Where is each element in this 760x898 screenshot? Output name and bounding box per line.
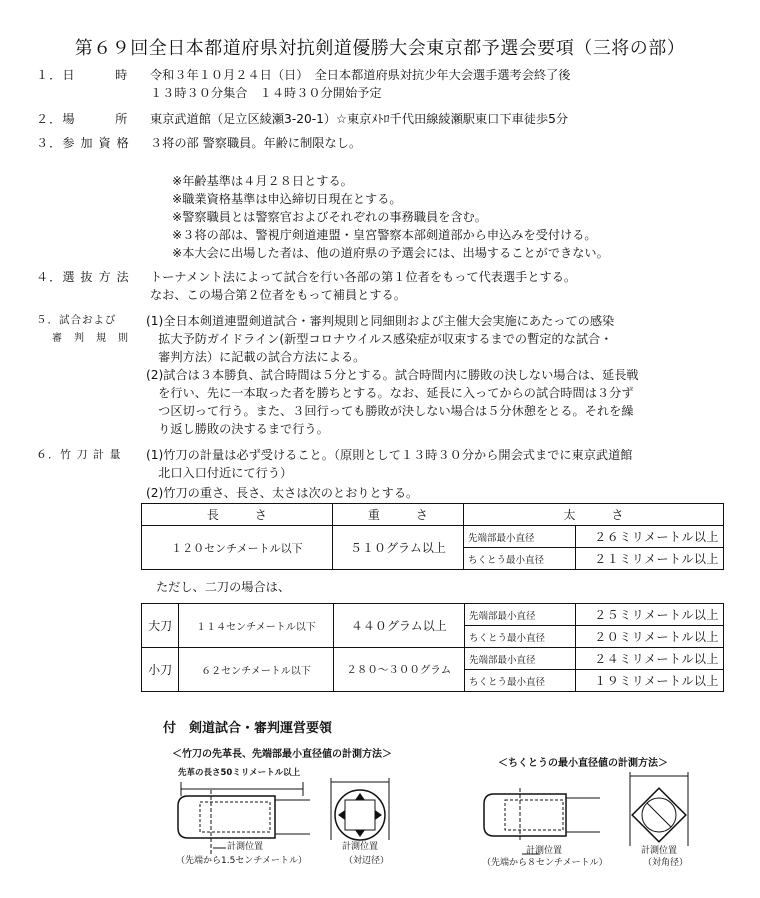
section-3-note: ※警察職員とは警察官およびそれぞれの事務職員を含む。 [172,210,487,224]
table-cell-length: １２０センチメートル以下 [142,526,333,570]
section-5-item-2-line: (2)試合は３本勝負、試合時間は５分とする。試合時間内に勝敗の決しない場合は、延長戦 [146,368,639,382]
table-cell-length: １１４センチメートル以下 [179,604,333,648]
shinai-spec-table [141,503,724,570]
section-3-note: ※３将の部は、警視庁剣道連盟・皇宮警察本部剣道部から申込みを受付ける。 [172,228,597,242]
right-caption-position: 計測位置 [526,846,563,856]
section-5-item-2-line: を行い、先に一本取った者を勝ちとする。なお、延長に入ってからの試合時間は３分ず [146,386,634,400]
section-4-line-1: トーナメント法によって試合を行い各部の第１位者をもって代表選手とする。 [150,270,577,284]
section-5-item-1-line: 拡大予防ガイドライン(新型コロナウイルス感染症が収束するまでの暫定的な試合・ [146,332,613,346]
table-cell-sword-name: 小刀 [142,648,179,692]
table-cell-weight: ５１０グラム以上 [332,526,463,570]
section-6-label: ６．竹 刀 計 量 [36,448,122,461]
chikuto-side-view [484,788,600,854]
section-4-label: ４．選 抜 方 法 [36,270,130,284]
left-section-caption-position: 計測位置 [342,842,379,852]
left-section-caption-detail: （対辺径） [344,856,390,866]
table-cell-diameter-label: ちくとう最小直径 [464,548,576,570]
chikuto-cross-section-diagonal [630,772,688,846]
left-caption-detail: （先端から1.5センチメートル） [176,856,307,866]
table-header-thickness: 太 さ [464,504,724,526]
table-cell-length: ６２センチメートル以下 [179,648,333,692]
left-diagram-note: 先革の長さ50ミリメートル以上 [178,768,301,778]
section-5-item-1-line: 審判方法）に記載の試合方法による。 [146,350,366,364]
section-5-label-b: 審 判 規 則 [52,333,129,344]
right-section-caption-detail: （対角径） [643,858,689,868]
section-5-item-2-line: つ区切って行う。また、３回行っても勝敗が決しない場合は５分休憩をとる。それを繰 [146,404,634,418]
section-3-label: ３．参 加 資 格 [36,136,130,150]
section-3-note: ※年齢基準は４月２８日とする。 [172,174,353,188]
section-2-label: ２．場 所 [36,112,129,126]
right-section-caption-position: 計測位置 [641,846,678,856]
section-5-label-a: ５．試合および [36,314,117,326]
section-3-line-1: ３将の部 警察職員。年齢に制限なし。 [150,136,362,150]
section-6-item-2: (2)竹刀の重さ、長さ、太さは次のとおりとする。 [146,486,419,500]
table-cell-diameter-value: １９ミリメートル以上 [576,670,724,692]
table-cell-weight: ４４０グラム以上 [333,604,464,648]
table-header-length: 長 さ [142,504,333,526]
section-2-line-1: 東京武道館（足立区綾瀬3-20-1）☆東京ﾒﾄﾛ千代田線綾瀬駅東口下車徒歩5分 [150,112,569,126]
section-5-item-1-line: (1)全日本剣道連盟剣道試合・審判規則と同細則および主催大会実施にあたっての感染 [146,314,615,328]
table-cell-diameter-label: 先端部最小直径 [465,604,576,626]
table-cell-diameter-value: ２４ミリメートル以上 [576,648,724,670]
two-sword-note: ただし、二刀の場合は、 [156,580,291,594]
appendix-heading: 付 剣道試合・審判運営要領 [163,721,333,736]
section-6-item-1-line: 北口入口付近にて行う） [146,466,293,480]
table-cell-diameter-value: ２１ミリメートル以上 [576,548,724,570]
table-cell-diameter-value: ２６ミリメートル以上 [576,526,724,548]
section-1-line-2: １３時３０分集合 １４時３０分開始予定 [150,86,382,100]
section-3-note: ※職業資格基準は申込締切日現在とする。 [172,192,402,206]
table-cell-diameter-label: 先端部最小直径 [465,648,576,670]
shinai-cross-section-flat [331,778,389,840]
table-header-weight: 重 さ [332,504,463,526]
right-diagram-title: ＜ちくとうの最小直径値の計測方法＞ [498,758,668,769]
section-1-line-1: 令和３年１０月２４日（日） 全日本都道府県対抗少年大会選手選考会終了後 [150,68,571,82]
page-title: 第６９回全日本都道府県対抗剣道優勝大会東京都予選会要項（三将の部） [74,38,686,59]
table-cell-diameter-value: ２５ミリメートル以上 [576,604,724,626]
section-1-label: １．日 時 [36,68,129,82]
section-4-line-2: なお、この場合第２位者をもって補員とする。 [150,288,406,302]
section-3-note: ※本大会に出場した者は、他の道府県の予選会には、出場することができない。 [172,246,609,260]
table-cell-diameter-value: ２０ミリメートル以上 [576,626,724,648]
table-cell-diameter-label: ちくとう最小直径 [465,670,576,692]
left-caption-position: 計測位置 [227,842,264,852]
table-cell-diameter-label: 先端部最小直径 [464,526,576,548]
left-diagram-title: ＜竹刀の先革長、先端部最小直径値の計測方法＞ [172,749,392,760]
section-5-item-2-line: り返し勝敗の決するまで行う。 [146,422,329,436]
right-caption-detail: （先端から８センチメートル） [482,858,608,868]
table-cell-diameter-label: ちくとう最小直径 [465,626,576,648]
section-6-item-1-line: (1)竹刀の計量は必ず受けること。（原則として１３時３０分から開会式までに東京武道館 [146,448,633,462]
table-cell-sword-name: 大刀 [142,604,179,648]
table-cell-weight: ２８０～３００グラム [333,648,464,692]
nito-spec-table [141,603,724,692]
